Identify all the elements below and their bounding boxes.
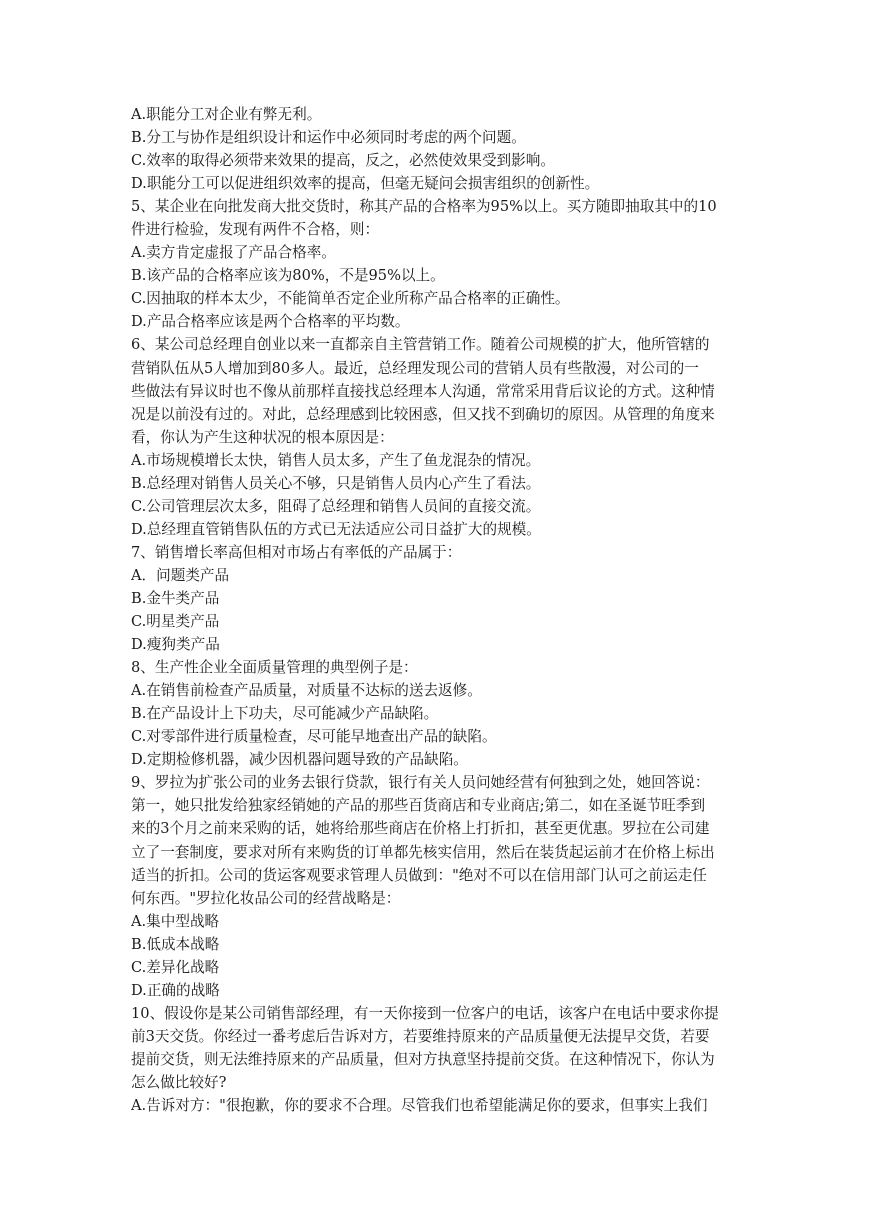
text-line: A.集中型战略 (131, 912, 220, 930)
text-line: A.卖方肯定虚报了产品合格率。 (131, 244, 336, 262)
question-line: 6、某公司总经理自创业以来一直都亲自主管营销工作。随着公司规模的扩大，他所管辖的 (131, 336, 710, 354)
text-line: D.总经理直管销售队伍的方式已无法适应公司日益扩大的规模。 (131, 520, 541, 538)
text-line: A.市场规模增长太快，销售人员太多，产生了鱼龙混杂的情况。 (131, 451, 541, 469)
text-line: 适当的折扣。公司的货运客观要求管理人员做到："绝对不可以在信用部门认可之前运走任 (131, 866, 707, 884)
text-line: D.产品合格率应该是两个合格率的平均数。 (131, 313, 410, 331)
text-line: D.正确的战略 (131, 981, 220, 999)
text-line: 况是以前没有过的。对此，总经理感到比较困惑，但又找不到确切的原因。从管理的角度来 (131, 405, 715, 423)
text-line: B.在产品设计上下功夫，尽可能减少产品缺陷。 (131, 705, 439, 723)
text-line: C.因抽取的样本太少，不能简单否定企业所称产品合格率的正确性。 (131, 290, 570, 308)
text-line: A.职能分工对企业有弊无利。 (131, 106, 322, 123)
text-line: B.分工与协作是组织设计和运作中必须同时考虑的两个问题。 (131, 129, 526, 147)
text-line: D.职能分工可以促进组织效率的提高，但毫无疑问会损害组织的创新性。 (131, 175, 600, 193)
question-line: 10、假设你是某公司销售部经理，有一天你接到一位客户的电话，该客户在电话中要求你提 (131, 1004, 719, 1022)
text-line: 些做法有异议时也不像从前那样直接找总经理本人沟通，常常采用背后议论的方式。这种情 (131, 382, 715, 400)
text-line: 来的3个月之前来采购的话，她将给那些商店在价格上打折扣，甚至更优惠。罗拉在公司建 (131, 820, 710, 838)
text-line: A.告诉对方："很抱歉，你的要求不合理。尽管我们也希望能满足你的要求，但事实上我们 (131, 1097, 708, 1115)
text-line: C.对零部件进行质量检查，尽可能早地查出产品的缺陷。 (131, 728, 497, 746)
text-line: C.差异化战略 (131, 958, 220, 976)
text-line: B.总经理对销售人员关心不够，只是销售人员内心产生了看法。 (131, 474, 541, 492)
text-line: B.该产品的合格率应该为80%，不是95%以上。 (131, 267, 445, 285)
text-line: 提前交货，则无法维持原来的产品质量，但对方执意坚持提前交货。在这种情况下，你认为 (131, 1050, 715, 1068)
text-line: C.公司管理层次太多，阻碍了总经理和销售人员间的直接交流。 (131, 497, 541, 515)
text-line: D.瘦狗类产品 (131, 636, 220, 654)
text-line: B.金牛类产品 (131, 589, 220, 607)
text-line: B.低成本战略 (131, 935, 220, 953)
text-line: 第一，她只批发给独家经销她的产品的那些百货商店和专业商店;第二，如在圣诞节旺季到 (131, 797, 706, 815)
text-line: C.明星类产品 (131, 613, 220, 631)
text-line: A.在销售前检查产品质量，对质量不达标的送去返修。 (131, 682, 482, 700)
text-line: 怎么做比较好? (131, 1073, 227, 1091)
question-line: 9、罗拉为扩张公司的业务去银行贷款，银行有关人员问她经营有何独到之处，她回答说： (131, 774, 710, 792)
text-line: 立了一套制度，要求对所有来购货的订单都先核实信用，然后在装货起运前才在价格上标出 (131, 843, 715, 861)
text-line: 何东西。"罗拉化妆品公司的经营战略是： (131, 889, 401, 907)
text-line: 营销队伍从5人增加到80多人。最近，总经理发现公司的营销人员有些散漫，对公司的一 (131, 359, 699, 377)
document-body (131, 103, 741, 1117)
text-line: 前3天交货。你经过一番考虑后告诉对方，若要维持原来的产品质量便无法提早交货，若要 (131, 1027, 710, 1045)
text-line: C.效率的取得必须带来效果的提高，反之，必然使效果受到影响。 (131, 152, 555, 170)
question-line: 7、销售增长率高但相对市场占有率低的产品属于： (131, 543, 462, 561)
question-line: 8、生产性企业全面质量管理的典型例子是： (131, 659, 418, 677)
text-line: D.定期检修机器，减少因机器问题导致的产品缺陷。 (131, 751, 468, 769)
text-line: 看，你认为产生这种状况的根本原因是： (131, 428, 394, 446)
text-line: A．问题类产品 (131, 566, 230, 584)
text-line: 件进行检验，发现有两件不合格，则： (131, 221, 380, 239)
question-line: 5、某企业在向批发商大批交货时，称其产品的合格率为95%以上。买方随即抽取其中的10 (131, 198, 717, 216)
